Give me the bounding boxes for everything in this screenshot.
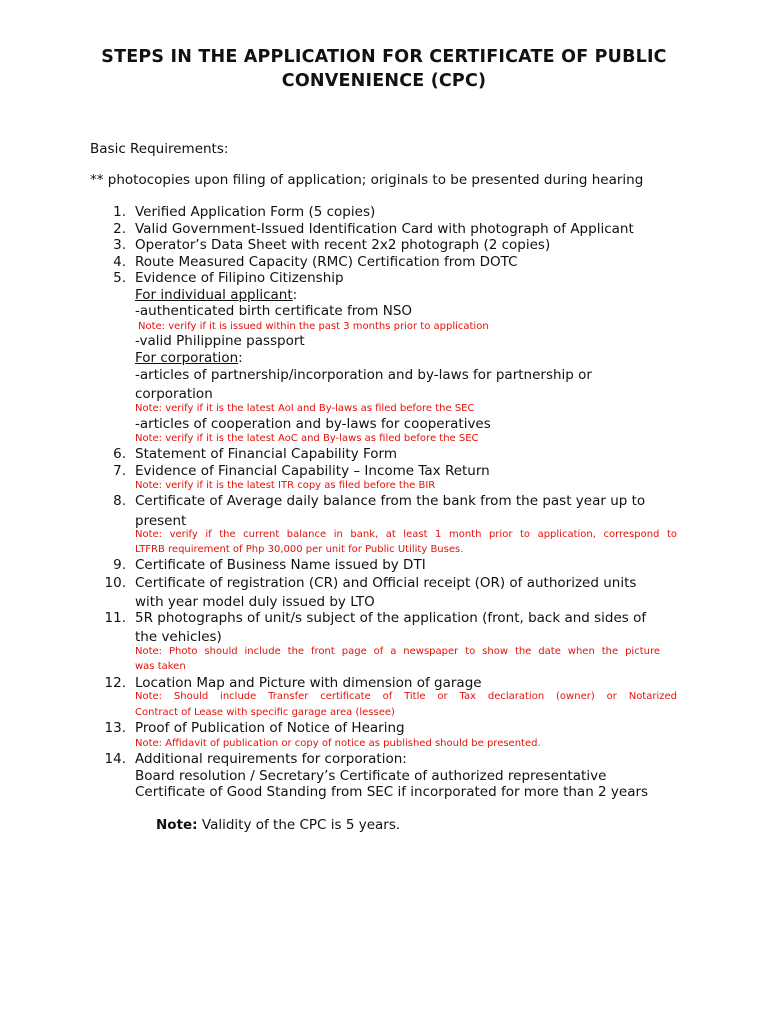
list-item-text-continued: with year model duly issued by LTO (135, 594, 375, 610)
photo-note-line-1: Note: Photo should include the front page of a newspaper to show the date when the picture (135, 646, 660, 657)
itr-note: Note: verify if it is the latest ITR copy as filed before the BIR (135, 480, 436, 491)
list-item-text: Location Map and Picture with dimension of garage (135, 675, 482, 691)
good-standing-text: Certificate of Good Standing from SEC if incorporated for more than 2 years (135, 784, 649, 800)
list-item-number: 6. (113, 446, 126, 462)
photo-note-line-2: was taken (135, 661, 186, 672)
validity-note: Note: Validity of the CPC is 5 years. (156, 817, 401, 833)
balance-note-line-1: Note: verify if the current balance in bank, at least 1 month prior to application, correspond to (135, 529, 677, 540)
list-item-text: Certificate of registration (CR) and Official receipt (OR) of authorized units (135, 575, 637, 591)
basic-requirements-heading: Basic Requirements: (90, 141, 229, 157)
list-item-number: 8. (113, 493, 126, 509)
list-item-text: Additional requirements for corporation: (135, 751, 407, 767)
garage-note-line-1: Note: Should include Transfer certificate of Title or Tax declaration (owner) or Notarized (135, 691, 677, 702)
list-item-number: 14. (104, 751, 126, 767)
photocopies-note: ** photocopies upon filing of application; originals to be presented during hearing (90, 172, 644, 188)
board-resolution-text: Board resolution / Secretary’s Certificate of authorized representative (135, 768, 607, 784)
birth-certificate-text: -authenticated birth certificate from NSO (135, 303, 413, 319)
list-item-number: 11. (104, 610, 126, 626)
list-item-text: Valid Government-Issued Identification Card with photograph of Applicant (135, 221, 634, 237)
list-item-text: Proof of Publication of Notice of Hearing (135, 720, 405, 736)
balance-note-line-2: LTFRB requirement of Php 30,000 per unit for Public Utility Buses. (135, 544, 464, 555)
list-item-text: Statement of Financial Capability Form (135, 446, 397, 462)
garage-note-line-2: Contract of Lease with specific garage area (lessee) (135, 707, 395, 718)
list-item-number: 2. (113, 221, 126, 237)
cooperatives-text: -articles of cooperation and by-laws for cooperatives (135, 416, 491, 432)
list-item-text: Evidence of Filipino Citizenship (135, 270, 344, 286)
page-title (60, 45, 708, 93)
list-item-text: 5R photographs of unit/s subject of the application (front, back and sides of (135, 610, 647, 626)
list-item-text: Route Measured Capacity (RMC) Certification from DOTC (135, 254, 518, 270)
list-item-text: Certificate of Business Name issued by DTI (135, 557, 426, 573)
list-item-text: Verified Application Form (5 copies) (135, 204, 376, 220)
list-item-number: 3. (113, 237, 126, 253)
corporation-label: For corporation: (135, 350, 243, 366)
list-item-number: 1. (113, 204, 126, 220)
aoc-note: Note: verify if it is the latest AoC and By-laws as filed before the SEC (135, 433, 479, 444)
list-item-number: 5. (113, 270, 126, 286)
title-line-2: CONVENIENCE (CPC) (281, 71, 487, 91)
individual-applicant-label: For individual applicant: (135, 287, 298, 303)
list-item-text-continued: present (135, 513, 187, 529)
list-item-number: 4. (113, 254, 126, 270)
list-item-text: Operator’s Data Sheet with recent 2x2 photograph (2 copies) (135, 237, 551, 253)
list-item-number: 10. (104, 575, 126, 591)
list-item-number: 12. (104, 675, 126, 691)
list-item-text: Evidence of Financial Capability – Income Tax Return (135, 463, 490, 479)
passport-text: -valid Philippine passport (135, 333, 305, 349)
list-item-text-continued: the vehicles) (135, 629, 222, 645)
list-item-number: 13. (104, 720, 126, 736)
list-item-number: 9. (113, 557, 126, 573)
title-line-1: STEPS IN THE APPLICATION FOR CERTIFICATE OF PUBLIC (101, 47, 667, 67)
birth-certificate-note: Note: verify if it is issued within the past 3 months prior to application (138, 321, 489, 332)
list-item-text: Certificate of Average daily balance from the bank from the past year up to (135, 493, 646, 509)
articles-text-line-2: corporation (135, 386, 213, 402)
publication-note: Note: Affidavit of publication or copy of notice as published should be presented. (135, 738, 541, 749)
aoi-note: Note: verify if it is the latest AoI and By-laws as filed before the SEC (135, 403, 475, 414)
list-item-number: 7. (113, 463, 126, 479)
articles-text-line-1: -articles of partnership/incorporation and by-laws for partnership or (135, 367, 592, 383)
